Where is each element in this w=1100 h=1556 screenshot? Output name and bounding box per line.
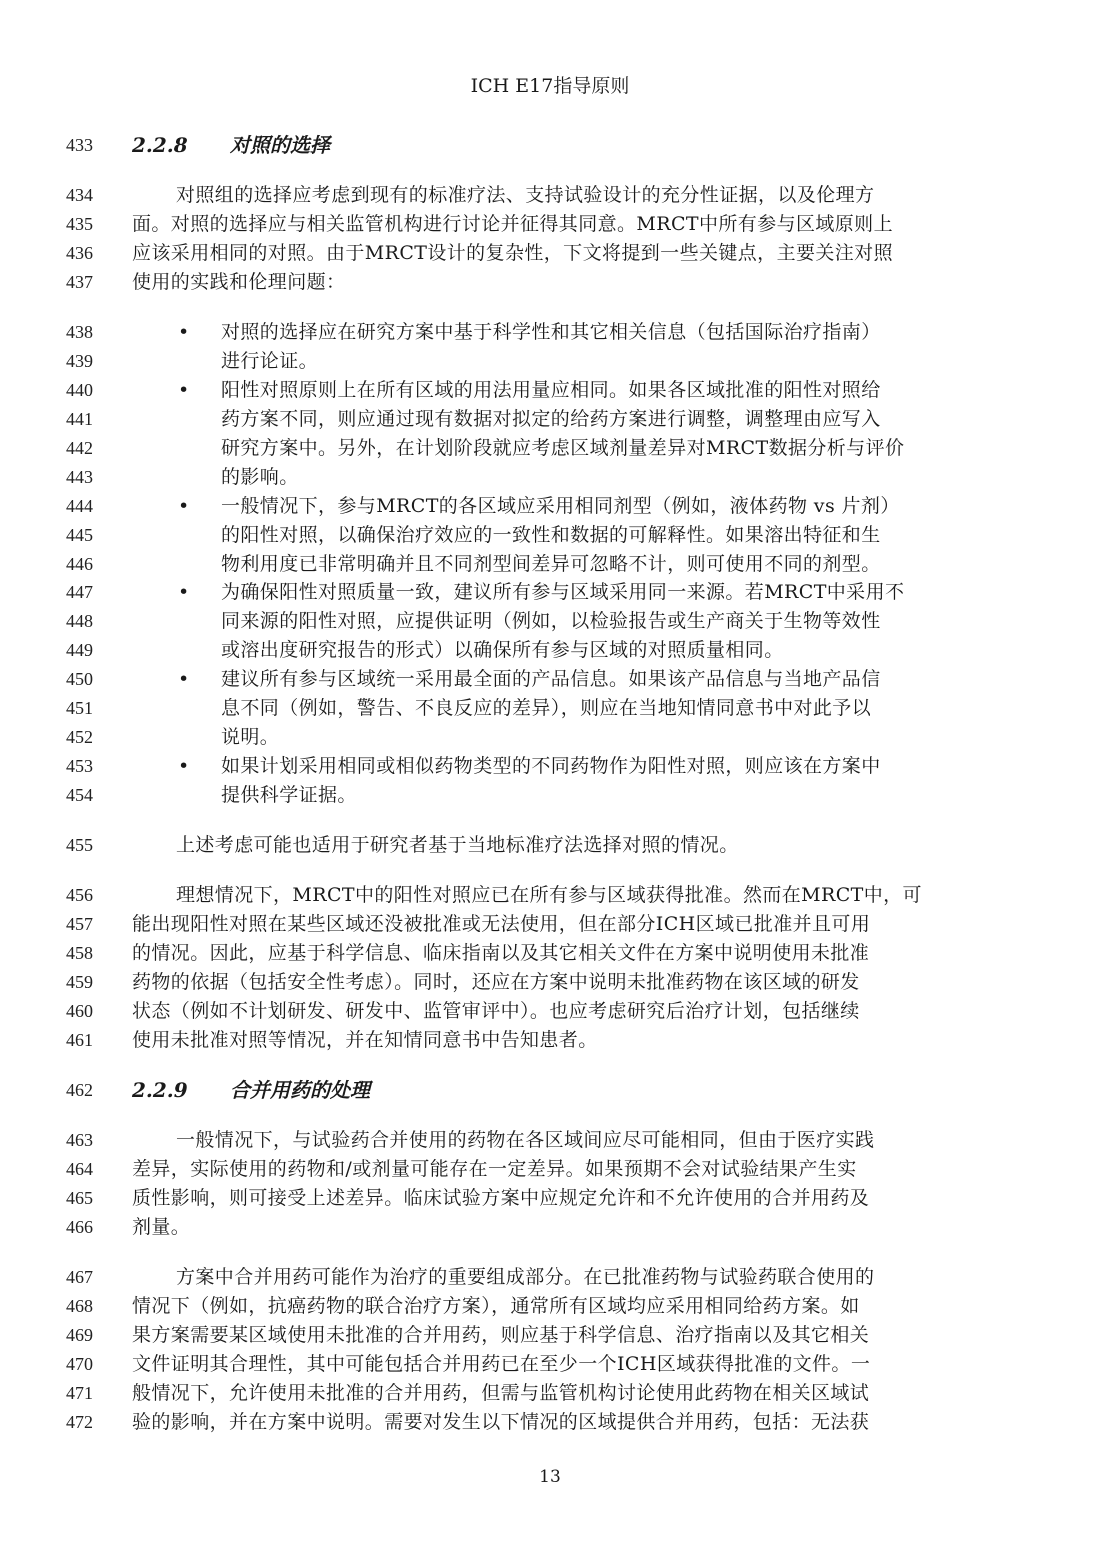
text-line [0,1155,1100,1184]
bullet-icon: • [178,379,190,401]
section-title: 对照的选择 [230,133,330,157]
text-line [0,881,1100,910]
section-number: 2.2.9 [132,1078,188,1102]
line-number: 452 [66,727,93,747]
line-text: 对照组的选择应考虑到现有的标准疗法、支持试验设计的充分性证据，以及伦理方 [176,184,875,206]
section-title: 合并用药的处理 [230,1078,370,1102]
text-line [0,318,1100,347]
line-text: 状态（例如不计划研发、研发中、监管审评中）。也应考虑研究后治疗计划，包括继续 [132,1000,860,1022]
line-text: 方案中合并用药可能作为治疗的重要组成部分。在已批准药物与试验药联合使用的 [176,1266,875,1288]
line-number: 469 [66,1325,93,1345]
line-number: 433 [66,135,93,155]
text-line [0,1184,1100,1213]
line-number: 457 [66,914,93,934]
line-number: 458 [66,943,93,963]
line-number: 436 [66,243,93,263]
text-line [0,636,1100,665]
page-number: 13 [539,1467,561,1487]
line-number: 446 [66,554,93,574]
line-text: 研究方案中。另外，在计划阶段就应考虑区域剂量差异对MRCT数据分析与评价 [221,437,905,459]
text-line [0,1292,1100,1321]
text-line [0,239,1100,268]
line-text: 面。对照的选择应与相关监管机构进行讨论并征得其同意。MRCT中所有参与区域原则上 [132,213,893,235]
line-text: 如果计划采用相同或相似药物类型的不同药物作为阳性对照，则应该在方案中 [221,755,881,777]
text-line [0,578,1100,607]
section-heading-line [0,131,1100,160]
line-text: 果方案需要某区域使用未批准的合并用药，则应基于科学信息、治疗指南以及其它相关 [132,1324,870,1346]
line-text: 理想情况下，MRCT中的阳性对照应已在所有参与区域获得批准。然而在MRCT中，可 [176,884,922,906]
text-line [0,376,1100,405]
line-number: 451 [66,698,93,718]
line-text: 使用的实践和伦理问题： [132,271,346,293]
line-number: 439 [66,351,93,371]
text-line [0,1026,1100,1055]
bullet-icon: • [178,755,190,777]
text-line [0,607,1100,636]
line-text: 或溶出度研究报告的形式）以确保所有参与区域的对照质量相同。 [221,639,784,661]
line-number: 461 [66,1030,93,1050]
text-line [0,831,1100,860]
line-number: 438 [66,322,93,342]
text-line [0,665,1100,694]
text-line [0,781,1100,810]
line-number: 463 [66,1130,93,1150]
text-line [0,268,1100,297]
text-line [0,434,1100,463]
line-text: 的影响。 [221,466,299,488]
text-line [0,1379,1100,1408]
text-line [0,1126,1100,1155]
text-line [0,1350,1100,1379]
line-number: 444 [66,496,93,516]
bullet-icon: • [178,668,190,690]
line-text: 般情况下，允许使用未批准的合并用药，但需与监管机构讨论使用此药物在相关区域试 [132,1382,870,1404]
line-number: 441 [66,409,93,429]
text-line [0,997,1100,1026]
line-text: 说明。 [221,726,280,748]
line-number: 449 [66,640,93,660]
text-line [0,694,1100,723]
text-line [0,492,1100,521]
line-number: 456 [66,885,93,905]
line-number: 442 [66,438,93,458]
line-text: 的情况。因此，应基于科学信息、临床指南以及其它相关文件在方案中说明使用未批准 [132,942,870,964]
line-text: 同来源的阳性对照，应提供证明（例如，以检验报告或生产商关于生物等效性 [221,610,881,632]
text-line [0,723,1100,752]
line-number: 460 [66,1001,93,1021]
text-line [0,1213,1100,1242]
line-number: 472 [66,1412,93,1432]
line-text: 上述考虑可能也适用于研究者基于当地标准疗法选择对照的情况。 [176,834,739,856]
line-text: 的阳性对照，以确保治疗效应的一致性和数据的可解释性。如果溶出特征和生 [221,524,881,546]
text-line [0,1408,1100,1437]
text-line [0,521,1100,550]
text-line [0,405,1100,434]
line-text: 进行论证。 [221,350,319,372]
line-number: 453 [66,756,93,776]
line-text: 剂量。 [132,1216,191,1238]
line-number: 468 [66,1296,93,1316]
line-number: 471 [66,1383,93,1403]
line-text: 提供科学证据。 [221,784,357,806]
line-number: 434 [66,185,93,205]
line-number: 466 [66,1217,93,1237]
line-text: 能出现阳性对照在某些区域还没被批准或无法使用，但在部分ICH区域已批准并且可用 [132,913,871,935]
line-number: 447 [66,582,93,602]
line-number: 465 [66,1188,93,1208]
line-text: 质性影响，则可接受上述差异。临床试验方案中应规定允许和不允许使用的合并用药及 [132,1187,870,1209]
line-text: 一般情况下，与试验药合并使用的药物在各区域间应尽可能相同，但由于医疗实践 [176,1129,875,1151]
bullet-icon: • [178,581,190,603]
line-text: 阳性对照原则上在所有区域的用法用量应相同。如果各区域批准的阳性对照给 [221,379,881,401]
line-number: 462 [66,1080,93,1100]
line-number: 435 [66,214,93,234]
line-text: 文件证明其合理性，其中可能包括合并用药已在至少一个ICH区域获得批准的文件。一 [132,1353,871,1375]
text-line [0,1263,1100,1292]
line-number: 448 [66,611,93,631]
line-number: 455 [66,835,93,855]
line-number: 443 [66,467,93,487]
line-number: 464 [66,1159,93,1179]
text-line [0,347,1100,376]
line-text: 验的影响，并在方案中说明。需要对发生以下情况的区域提供合并用药，包括：无法获 [132,1411,870,1433]
page-header: ICH E17指导原则 [470,75,630,97]
bullet-icon: • [178,495,190,517]
line-text: 建议所有参与区域统一采用最全面的产品信息。如果该产品信息与当地产品信 [221,668,881,690]
line-number: 454 [66,785,93,805]
line-text: 情况下（例如，抗癌药物的联合治疗方案），通常所有区域均应采用相同给药方案。如 [132,1295,860,1317]
line-number: 445 [66,525,93,545]
line-number: 437 [66,272,93,292]
line-text: 物利用度已非常明确并且不同剂型间差异可忽略不计，则可使用不同的剂型。 [221,553,881,575]
line-number: 459 [66,972,93,992]
line-number: 450 [66,669,93,689]
text-line [0,910,1100,939]
line-number: 440 [66,380,93,400]
section-number: 2.2.8 [132,133,188,157]
text-line [0,968,1100,997]
line-number: 470 [66,1354,93,1374]
text-line [0,752,1100,781]
line-text: 药物的依据（包括安全性考虑）。同时，还应在方案中说明未批准药物在该区域的研发 [132,971,860,993]
line-text: 一般情况下，参与MRCT的各区域应采用相同剂型（例如，液体药物 vs 片剂） [221,495,900,517]
line-text: 差异，实际使用的药物和/或剂量可能存在一定差异。如果预期不会对试验结果产生实 [132,1158,857,1180]
text-line [0,181,1100,210]
line-number: 467 [66,1267,93,1287]
text-line [0,939,1100,968]
text-line [0,210,1100,239]
line-text: 应该采用相同的对照。由于MRCT设计的复杂性，下文将提到一些关键点，主要关注对照 [132,242,893,264]
line-text: 对照的选择应在研究方案中基于科学性和其它相关信息（包括国际治疗指南） [221,321,881,343]
line-text: 为确保阳性对照质量一致，建议所有参与区域采用同一来源。若MRCT中采用不 [221,581,905,603]
text-line [0,550,1100,579]
text-line [0,463,1100,492]
line-text: 使用未批准对照等情况，并在知情同意书中告知患者。 [132,1029,598,1051]
section-heading-line [0,1076,1100,1105]
line-text: 息不同（例如，警告、不良反应的差异），则应在当地知情同意书中对此予以 [221,697,872,719]
line-text: 药方案不同，则应通过现有数据对拟定的给药方案进行调整，调整理由应写入 [221,408,881,430]
text-line [0,1321,1100,1350]
bullet-icon: • [178,321,190,343]
